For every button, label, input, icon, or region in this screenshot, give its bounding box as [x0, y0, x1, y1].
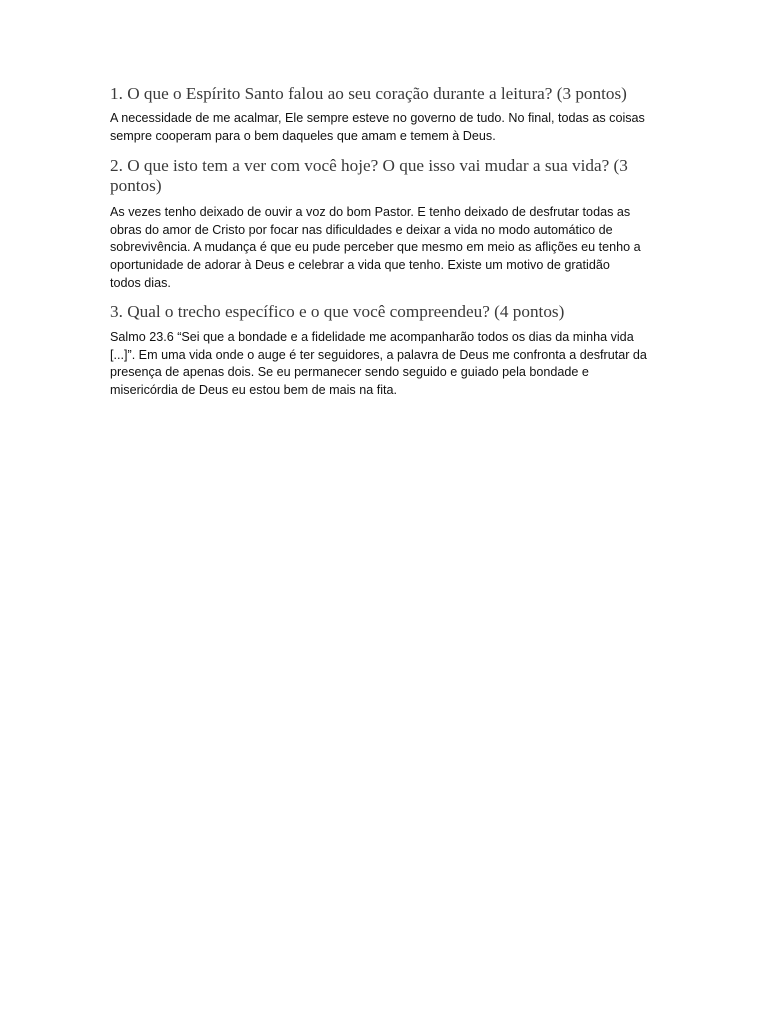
question-block-3: [110, 302, 670, 399]
document-page: [110, 84, 670, 400]
question-2-answer: As vezes tenho deixado de ouvir a voz do bom Pastor. E tenho deixado de desfrutar todas as obras do amor de Cristo por focar nas dificuldades e deixar a vida no modo automático de sobrevivência. A mudança é que eu pude perceber que mesmo em meio as aflições eu tenho a oportunidade de adorar à Deus e celebrar a vida que tenho. Existe um motivo de gratidão todos dias.: [110, 205, 641, 290]
question-3-heading: 3. Qual o trecho específico e o que você compreendeu? (4 pontos): [110, 302, 565, 322]
question-3-answer: Salmo 23.6 “Sei que a bondade e a fidelidade me acompanharão todos os dias da minha vida [...]”. Em uma vida onde o auge é ter seguidores, a palavra de Deus me confronta a desfrutar da presença de apenas dois. Se eu permanecer sendo seguido e guiado pela bondade e misericórdia de Deus eu estou bem de mais na fita.: [110, 330, 647, 397]
question-block-2: [110, 156, 670, 292]
question-block-1: [110, 84, 670, 145]
question-2-heading: 2. O que isto tem a ver com você hoje? O que isso vai mudar a sua vida? (3 pontos): [110, 156, 628, 196]
question-1-heading: 1. O que o Espírito Santo falou ao seu coração durante a leitura? (3 pontos): [110, 84, 627, 103]
question-1-answer: A necessidade de me acalmar, Ele sempre esteve no governo de tudo. No final, todas as coisas sempre cooperam para o bem daqueles que amam e temem à Deus.: [110, 111, 645, 143]
